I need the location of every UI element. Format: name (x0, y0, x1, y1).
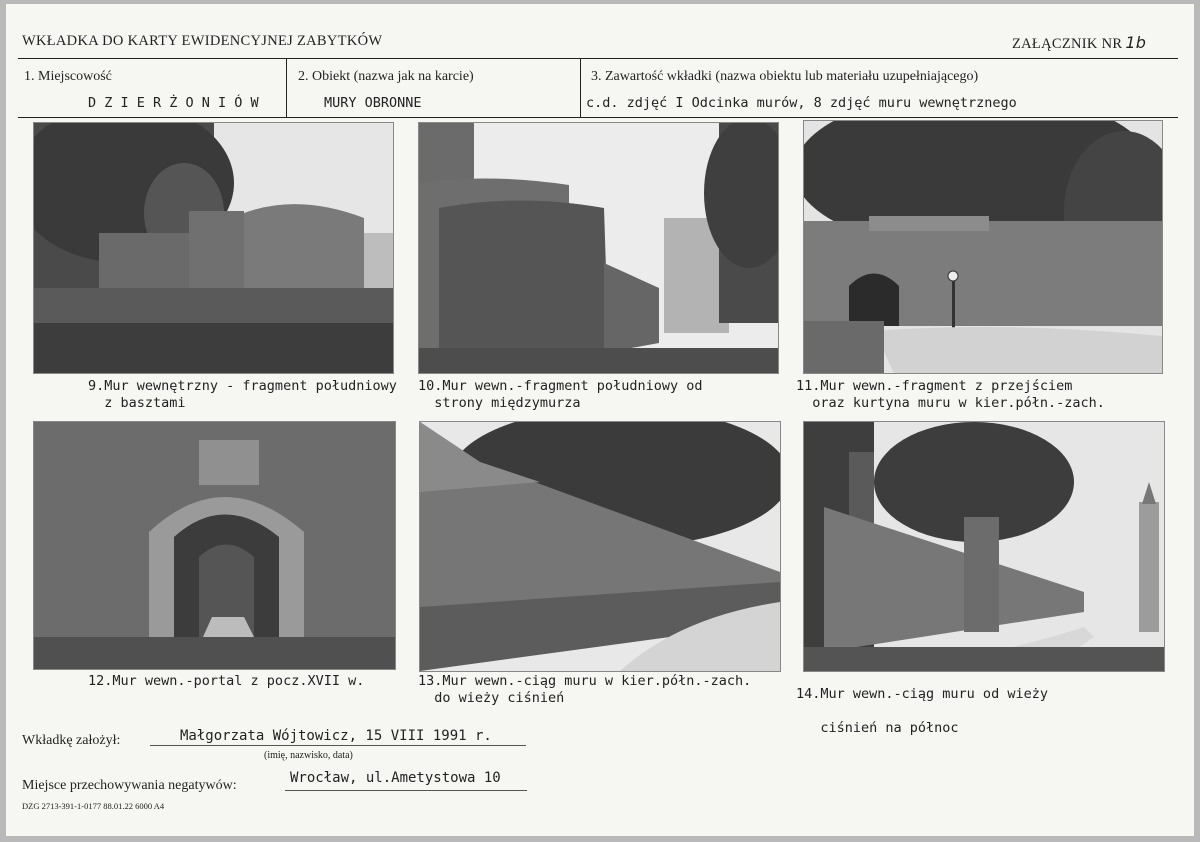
print-code: DZG 2713-391-1-0177 88.01.22 6000 A4 (22, 801, 165, 811)
field-value-contents: c.d. zdjęć I Odcinka murów, 8 zdjęć muru wewnętrznego (586, 95, 1017, 111)
header-rule (18, 58, 1178, 59)
founder-label: Wkładkę założył: (22, 733, 121, 748)
photo-13 (419, 421, 781, 672)
founder-hint: (imię, nazwisko, data) (264, 750, 353, 761)
fields-rule (18, 117, 1178, 118)
photo-12 (33, 421, 396, 670)
photo-10-caption: 10.Mur wewn.-fragment południowy od strony międzymurza (418, 378, 703, 411)
field-label-locality: 1. Miejscowość (24, 69, 112, 84)
field-value-locality: D Z I E R Ż O N I Ó W (88, 95, 259, 111)
field-divider (286, 58, 287, 118)
storage-value: Wrocław, ul.Ametystowa 10 (290, 770, 501, 786)
storage-label: Miejsce przechowywania negatywów: (22, 778, 237, 793)
founder-value: Małgorzata Wójtowicz, 15 VIII 1991 r. (180, 728, 492, 744)
photo-10 (418, 122, 779, 374)
photo-9 (33, 122, 394, 374)
photo-14-caption: 14.Mur wewn.-ciąg muru od wieży ciśnień na północ (796, 686, 1048, 736)
founder-dotted-line (150, 745, 526, 746)
photo-12-caption: 12.Mur wewn.-portal z pocz.XVII w. (88, 673, 365, 689)
photo-11-caption: 11.Mur wewn.-fragment z przejściem oraz kurtyna muru w kier.półn.-zach. (796, 378, 1105, 411)
annex-number: 1b (1125, 33, 1147, 52)
field-label-contents: 3. Zawartość wkładki (nazwa obiektu lub materiału uzupełniającego) (591, 69, 979, 84)
field-label-object: 2. Obiekt (nazwa jak na karcie) (298, 69, 474, 84)
field-divider (580, 58, 581, 118)
photo-9-caption: 9.Mur wewnętrzny - fragment południowy z basztami (88, 378, 397, 411)
document-title: WKŁADKA DO KARTY EWIDENCYJNEJ ZABYTKÓW (22, 33, 383, 49)
storage-dotted-line (285, 790, 527, 791)
photo-11 (803, 120, 1163, 374)
photo-13-caption: 13.Mur wewn.-ciąg muru w kier.półn.-zach. do wieży ciśnień (418, 673, 752, 706)
annex-label: ZAŁĄCZNIK NR 1b (1012, 33, 1147, 52)
field-value-object: MURY OBRONNE (324, 95, 422, 111)
photo-14 (803, 421, 1165, 672)
